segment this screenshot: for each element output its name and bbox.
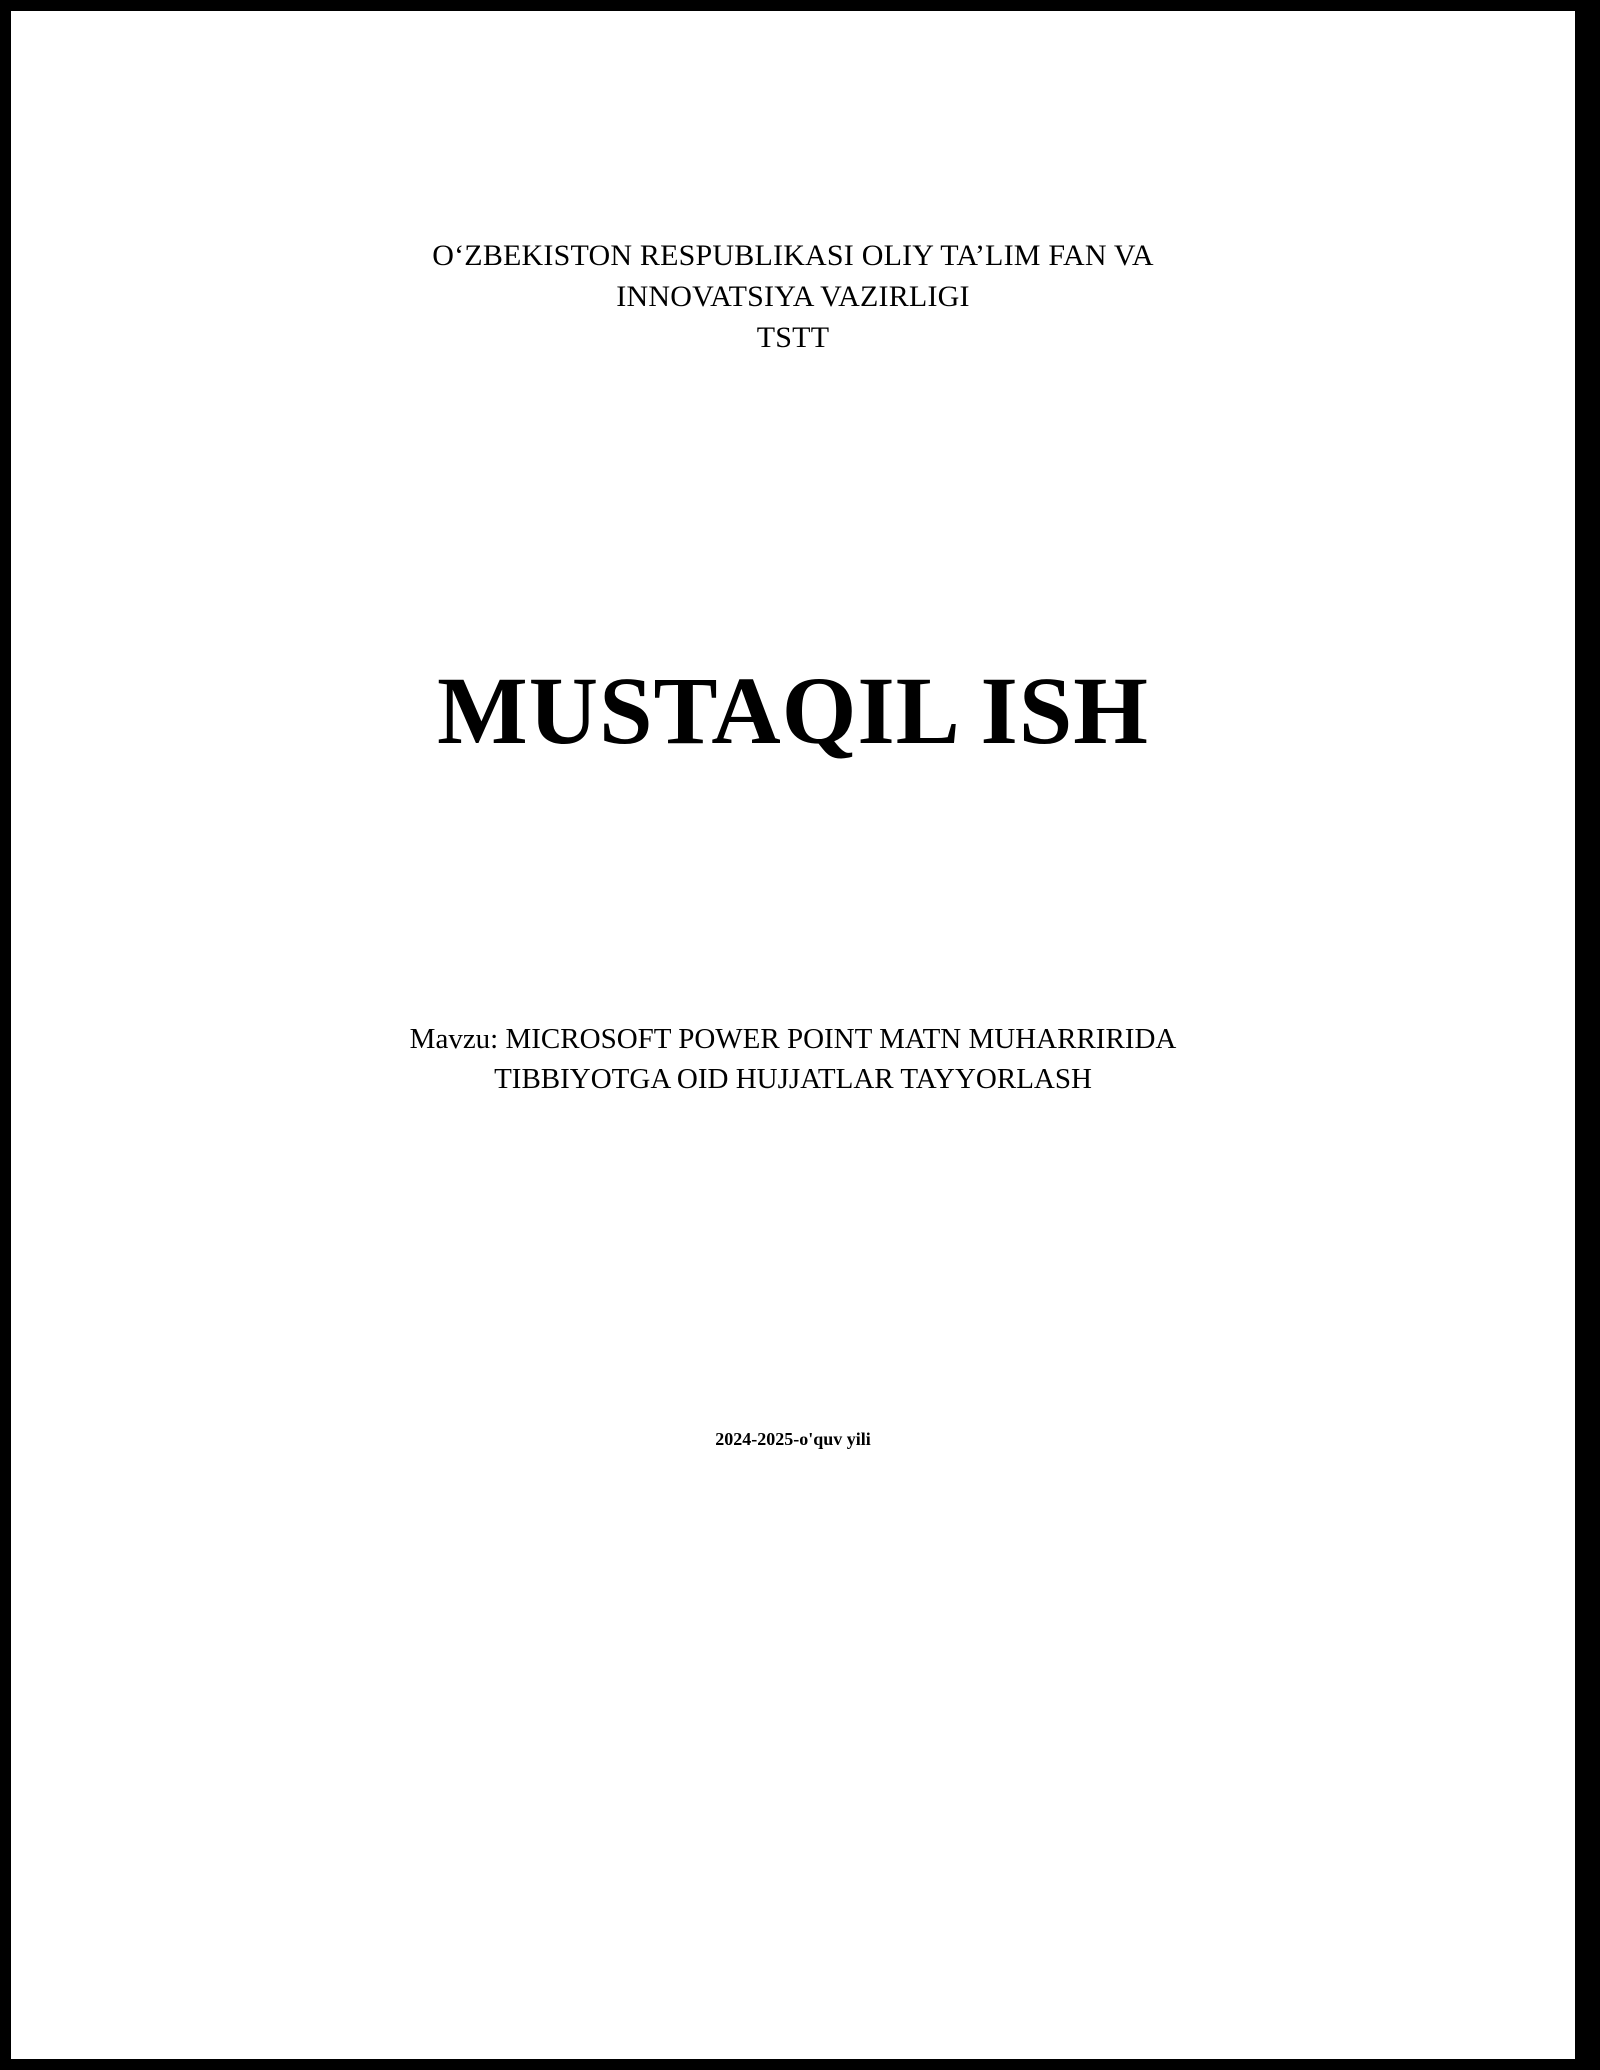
academic-year: 2024-2025-o'quv yili	[715, 1429, 871, 1450]
institution-header-line-2: INNOVATSIYA VAZIRLIGI	[616, 279, 970, 313]
institution-header-line-3: TSTT	[756, 320, 830, 354]
subject-line-1: Mavzu: MICROSOFT POWER POINT MATN MUHARRIRIDA	[409, 1022, 1177, 1055]
document-page	[8, 8, 1578, 2062]
subject-section	[131, 1019, 1455, 1099]
institution-header-line-1: O‘ZBEKISTON RESPUBLIKASI OLIY TA’LIM FAN VA	[432, 239, 1154, 272]
page-title: MUSTAQIL ISH	[437, 657, 1149, 765]
subject-line-2: TIBBIYOTGA OID HUJJATLAR TAYYORLASH	[494, 1063, 1092, 1095]
page-content	[11, 236, 1575, 2062]
institution-header	[131, 236, 1455, 358]
